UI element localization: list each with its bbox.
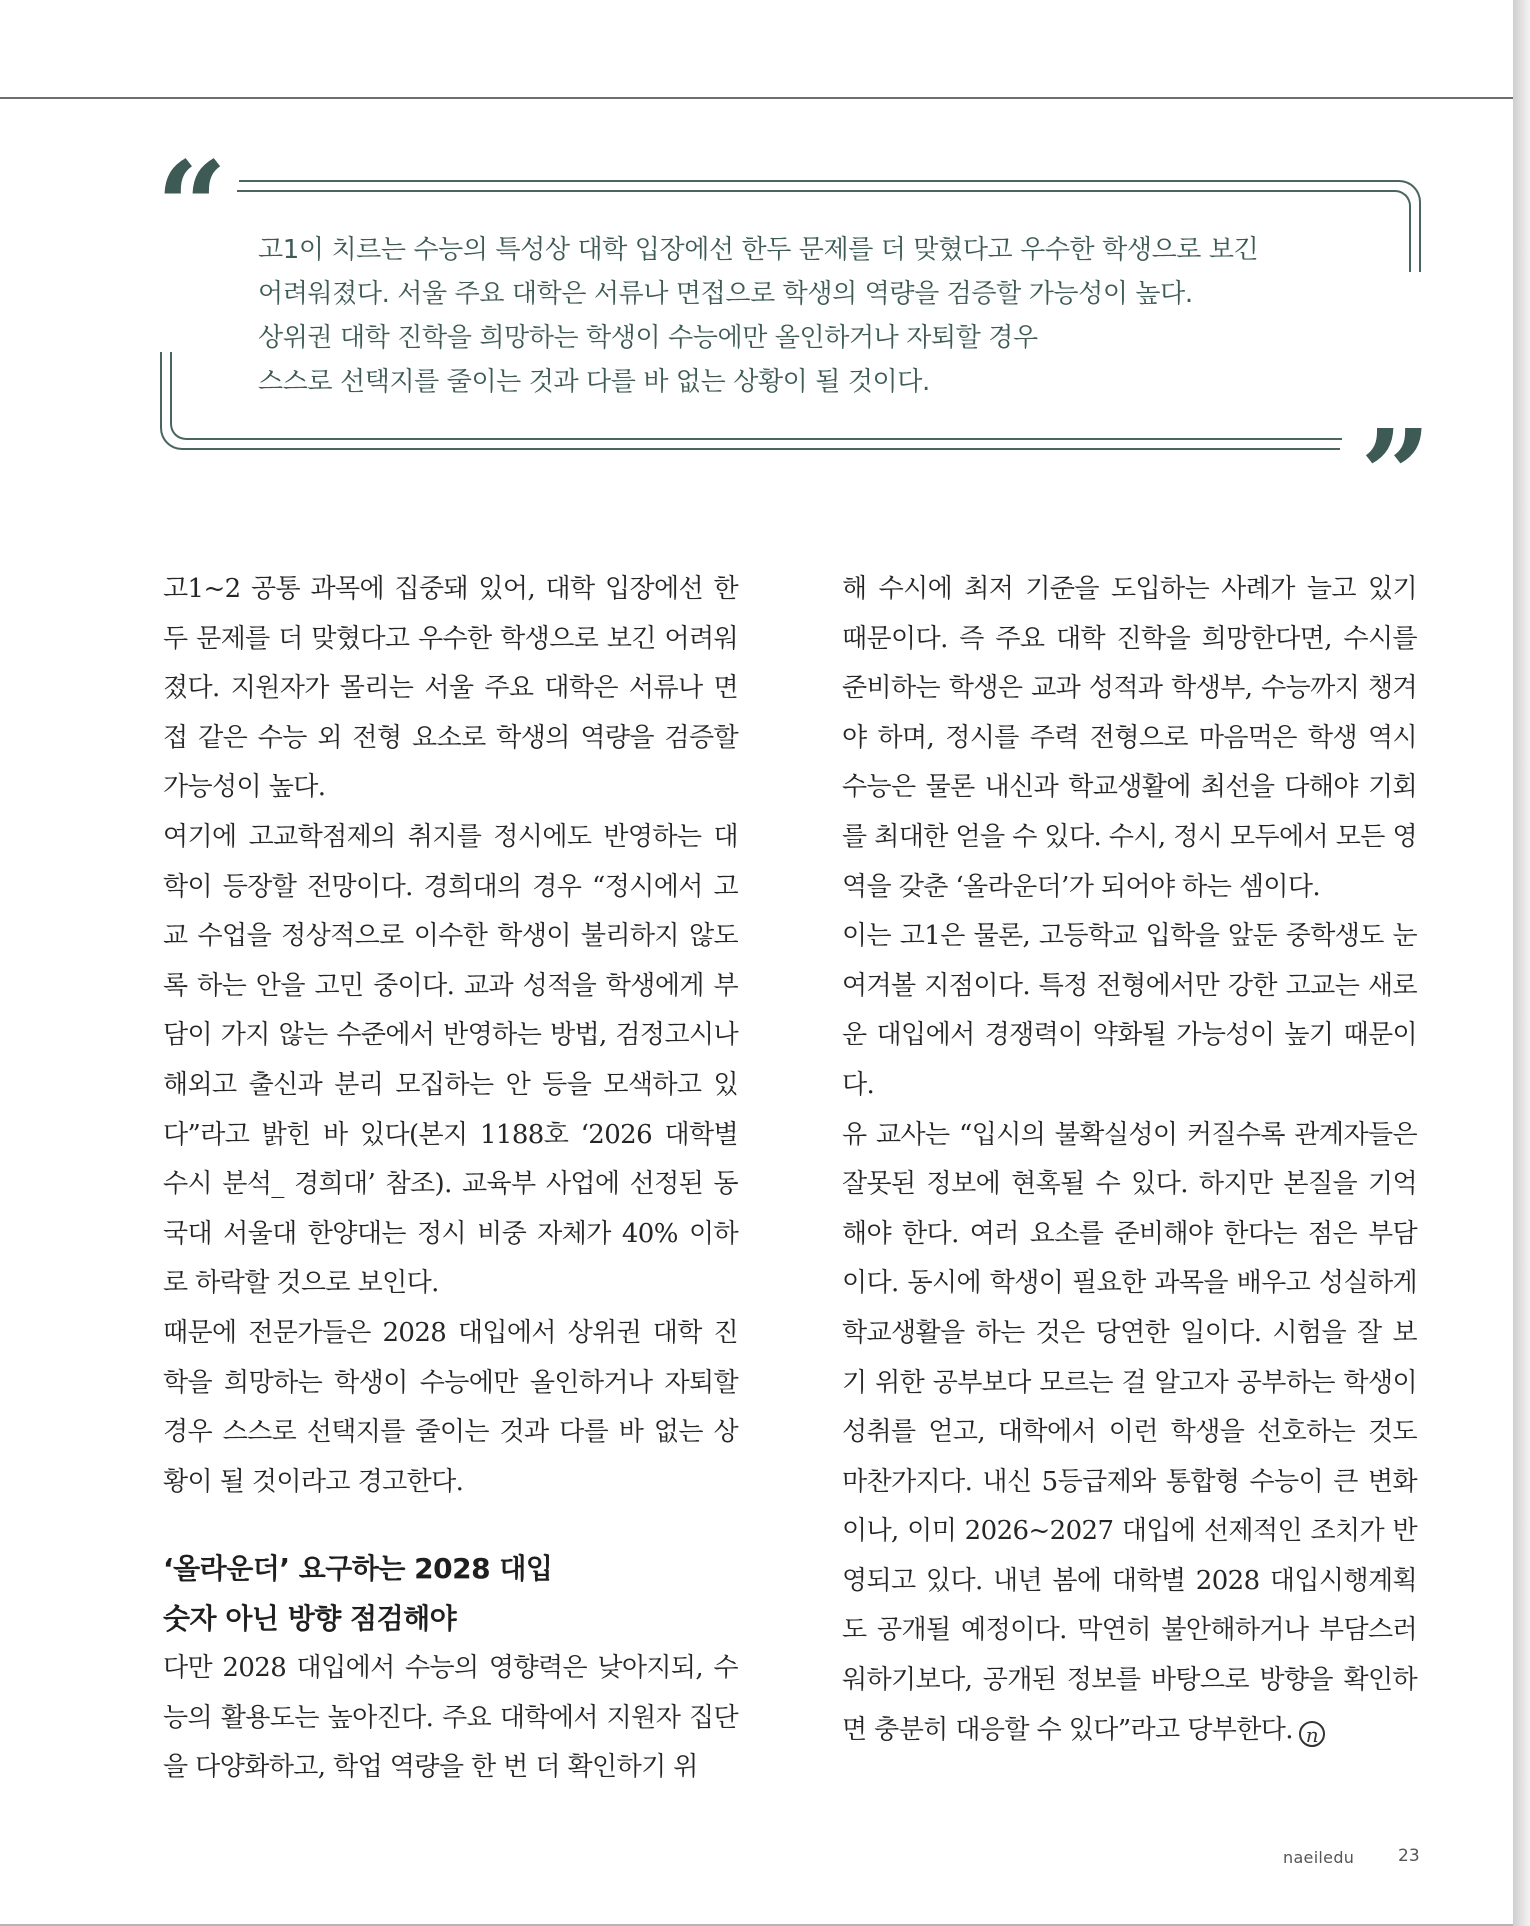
right-column [842, 565, 1417, 1755]
body-paragraph: 때문에 전문가들은 2028 대입에서 상위권 대학 진학을 희망하는 학생이 수능에만 올인하거나 자퇴할 경우 스스로 선택지를 줄이는 것과 다를 바 없는 상황이 될 것이라고 경고한다. [163, 1317, 738, 1497]
pull-quote-line: 어려워졌다. 서울 주요 대학은 서류나 면접으로 학생의 역량을 검증할 가능성이 높다. [258, 279, 1193, 309]
footer-brand: naeiledu [1283, 1848, 1355, 1867]
close-quote-icon: ” [1360, 403, 1432, 548]
body-paragraph-final [842, 1111, 1417, 1756]
body-paragraph: 해 수시에 최저 기준을 도입하는 사례가 늘고 있기 때문이다. 즉 주요 대학 진학을 희망한다면, 수시를 준비하는 학생은 교과 성적과 학생부, 수능까지 챙겨야 하며, 정시를 주력 전형으로 마음먹은 학생 역시 수능은 물론 내신과 학교생활에 최선을 다해야 기회를 최대한 얻을 수 있다. 수시, 정시 모두에서 모든 영역을 갖춘 ‘올라운더’가 되어야 하는 셈이다. [842, 574, 1417, 902]
n-circle-logo-icon: n [1299, 1721, 1325, 1747]
body-paragraph: 여기에 고교학점제의 취지를 정시에도 반영하는 대학이 등장할 전망이다. 경희대의 경우 “정시에서 고교 수업을 정상적으로 이수한 학생이 불리하지 않도록 하는 안을 고민 중이다. 교과 성적을 학생에게 부담이 가지 않는 수준에서 반영하는 방법, 검정고시나 해외고 출신과 분리 모집하는 안 등을 모색하고 있다”라고 밝힌 바 있다(본지 1188호 ‘2026 대학별 수시 분석_ 경희대’ 참조). 교육부 사업에 선정된 동국대 서울대 한양대는 정시 비중 자체가 40% 이하로 하락할 것으로 보인다. [163, 821, 738, 1299]
left-column [163, 565, 738, 1793]
open-quote-icon: “ [156, 135, 228, 280]
pull-quote [258, 228, 1258, 404]
section-heading-line: 숫자 아닌 방향 점검해야 [163, 1602, 457, 1636]
body-paragraph: 고1~2 공통 과목에 집중돼 있어, 대학 입장에선 한 두 문제를 더 맞혔다고 우수한 학생으로 보긴 어려워졌다. 지원자가 몰리는 서울 주요 대학은 서류나 면접 같은 수능 외 전형 요소로 학생의 역량을 검증할 가능성이 높다. [163, 574, 738, 803]
final-paragraph-text: 유 교사는 “입시의 불확실성이 커질수록 관계자들은 잘못된 정보에 현혹될 수 있다. 하지만 본질을 기억해야 한다. 여러 요소를 준비해야 한다는 점은 부담이다. 동시에 학생이 필요한 과목을 배우고 성실하게 학교생활을 하는 것은 당연한 일이다. 시험을 잘 보기 위한 공부보다 모르는 걸 알고자 공부하는 학생이 성취를 얻고, 대학에서 이런 학생을 선호하는 것도 마찬가지다. 내신 5등급제와 통합형 수능이 큰 변화이나, 이미 2026~2027 대입에 선제적인 조치가 반영되고 있다. 내년 봄에 대학별 2028 대입시행계획도 공개될 예정이다. 막연히 불안해하거나 부담스러워하기보다, 공개된 정보를 바탕으로 방향을 확인하면 충분히 대응할 수 있다”라고 당부한다. [842, 1119, 1417, 1745]
pull-quote-line: 고1이 치르는 수능의 특성상 대학 입장에선 한두 문제를 더 맞혔다고 우수한 학생으로 보긴 [258, 235, 1259, 265]
page-number: 23 [1398, 1846, 1420, 1866]
pull-quote-line: 상위권 대학 진학을 희망하는 학생이 수능에만 올인하거나 자퇴할 경우 [258, 323, 1038, 353]
pull-quote-line: 스스로 선택지를 줄이는 것과 다를 바 없는 상황이 될 것이다. [258, 367, 930, 397]
page-edge [1513, 0, 1530, 1926]
header-rule [0, 97, 1513, 99]
section-heading-line: ‘올라운더’ 요구하는 2028 대입 [163, 1552, 553, 1586]
section-heading [163, 1544, 738, 1644]
body-paragraph: 이는 고1은 물론, 고등학교 입학을 앞둔 중학생도 눈여겨볼 지점이다. 특정 전형에서만 강한 고교는 새로운 대입에서 경쟁력이 약화될 가능성이 높기 때문이다. [842, 921, 1417, 1100]
body-paragraph: 다만 2028 대입에서 수능의 영향력은 낮아지되, 수능의 활용도는 높아진다. 주요 대학에서 지원자 집단을 다양화하고, 학업 역량을 한 번 더 확인하기 위 [163, 1653, 738, 1783]
